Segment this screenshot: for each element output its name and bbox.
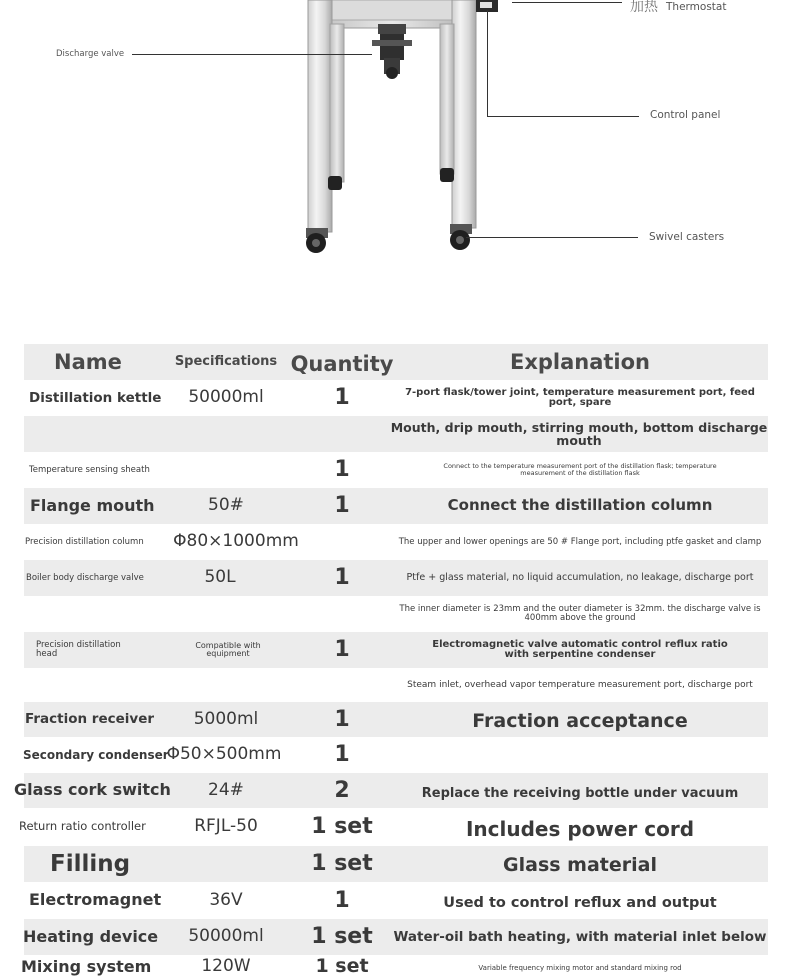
cell-qty xyxy=(292,524,392,560)
cell-spec xyxy=(150,846,302,882)
cell-qty: 1 xyxy=(334,742,350,768)
header-quantity: Quantity xyxy=(290,351,394,376)
cell-spec: 24# xyxy=(208,779,244,800)
table-row xyxy=(14,773,768,808)
cell-qty: 1 set xyxy=(315,955,369,978)
cell-explanation: Mouth, drip mouth, stirring mouth, bottom discharge mouth xyxy=(390,419,768,448)
table-row xyxy=(24,380,768,416)
cell-explanation: The inner diameter is 23mm and the outer diameter is 32mm. the discharge valve is 400mm above the ground xyxy=(399,604,761,623)
control-panel-leader-line xyxy=(487,116,639,117)
cell-explanation: Electromagnetic valve automatic control reflux ratio with serpentine condenser xyxy=(432,638,728,660)
table-row xyxy=(24,846,768,882)
cell-explanation: Ptfe + glass material, no liquid accumulation, no leakage, discharge port xyxy=(406,572,754,584)
cell-name: Secondary condenser xyxy=(23,747,169,762)
header-specifications: Specifications xyxy=(174,354,278,370)
table-row xyxy=(24,882,768,919)
cell-spec: 50# xyxy=(208,495,244,516)
cell-qty: 1 xyxy=(334,565,350,591)
cell-spec: Φ50×500mm xyxy=(166,744,282,765)
discharge-valve-label: Discharge valve xyxy=(56,49,125,59)
cell-name: Precision distillation column xyxy=(25,536,144,547)
cell-spec: 50000ml xyxy=(188,926,264,947)
cell-qty: 1 set xyxy=(311,813,373,839)
table-row xyxy=(19,808,768,845)
table-row xyxy=(21,955,768,979)
swivel-casters-label: Swivel casters xyxy=(649,231,725,243)
thermostat-leader-line xyxy=(512,2,622,3)
cell-spec xyxy=(150,668,302,704)
cell-name: Return ratio controller xyxy=(19,819,146,834)
cell-name: Fraction receiver xyxy=(25,711,155,728)
cell-name: Flange mouth xyxy=(30,495,155,515)
cell-spec: 120W xyxy=(201,956,251,977)
table-row xyxy=(24,737,768,773)
table-row xyxy=(24,596,768,632)
cell-spec: 36V xyxy=(209,889,243,910)
table-row xyxy=(24,488,768,524)
cell-explanation xyxy=(390,737,770,773)
cell-qty: 1 xyxy=(334,457,350,483)
cell-explanation: Fraction acceptance xyxy=(472,709,688,732)
cell-qty: 1 xyxy=(334,887,350,913)
thermostat-chinese-label: 加热 xyxy=(630,0,658,15)
cell-spec: Compatible with equipment xyxy=(195,640,261,658)
cell-qty xyxy=(292,596,392,632)
cell-spec: 50L xyxy=(204,567,236,588)
cell-spec: 50000ml xyxy=(188,387,264,408)
cell-spec xyxy=(150,416,302,452)
cell-qty: 1 set xyxy=(311,924,373,950)
table-row xyxy=(24,632,768,668)
cell-spec xyxy=(150,452,302,488)
cell-explanation: 7-port flask/tower joint, temperature measurement port, feed port, spare xyxy=(405,386,755,408)
table-row xyxy=(24,668,768,704)
table-row xyxy=(24,452,768,488)
cell-name: Distillation kettle xyxy=(29,389,162,406)
cell-name: Boiler body discharge valve xyxy=(26,572,144,583)
cell-qty: 1 xyxy=(334,493,350,519)
cell-qty: 1 xyxy=(334,706,350,732)
table-row xyxy=(24,416,768,452)
swivel-casters-leader-line xyxy=(466,237,638,238)
cell-explanation: Steam inlet, overhead vapor temperature measurement port, discharge port xyxy=(407,680,753,691)
table-row xyxy=(24,919,768,955)
cell-name: Heating device xyxy=(23,926,159,946)
table-row xyxy=(24,702,768,737)
cell-spec: Φ80×1000mm xyxy=(173,531,299,552)
cell-explanation: Used to control reflux and output xyxy=(443,894,717,911)
cell-name: Temperature sensing sheath xyxy=(29,464,150,475)
header-name: Name xyxy=(54,349,122,374)
product-photo xyxy=(0,0,790,300)
table-header-row xyxy=(24,344,768,380)
thermostat-label: Thermostat xyxy=(666,1,727,13)
cell-name: Filling xyxy=(50,850,131,877)
table-row xyxy=(24,560,768,596)
table-row xyxy=(24,524,768,560)
discharge-valve-leader-line xyxy=(132,54,372,55)
cell-explanation: Water-oil bath heating, with material inlet below xyxy=(393,928,767,945)
cell-qty: 1 xyxy=(334,385,350,411)
control-panel-label: Control panel xyxy=(650,109,721,121)
cell-explanation: Connect to the temperature measurement port of the distillation flask; temperature measurement of the distillation flask xyxy=(443,462,717,477)
cell-explanation: Connect the distillation column xyxy=(447,496,713,515)
cell-name: Precision distillation head xyxy=(36,640,121,659)
cell-name: Mixing system xyxy=(21,956,152,976)
cell-qty: 1 set xyxy=(311,851,373,877)
cell-explanation: Glass material xyxy=(503,854,657,877)
cell-qty: 2 xyxy=(334,777,350,803)
cell-explanation: Variable frequency mixing motor and standard mixing rod xyxy=(478,964,682,973)
cell-spec: 5000ml xyxy=(193,708,259,729)
header-explanation: Explanation xyxy=(509,349,651,374)
cell-spec: RFJL-50 xyxy=(194,815,258,836)
cell-qty: 1 xyxy=(334,637,350,663)
distillation-apparatus-frame-image xyxy=(0,0,790,300)
cell-qty xyxy=(292,668,392,704)
cell-name: Glass cork switch xyxy=(14,780,171,800)
cell-qty xyxy=(292,416,392,452)
cell-explanation: Includes power cord xyxy=(465,817,695,841)
control-panel-leader-vertical xyxy=(487,10,488,116)
cell-spec xyxy=(150,596,302,632)
cell-explanation: The upper and lower openings are 50 # Flange port, including ptfe gasket and clamp xyxy=(398,536,762,547)
cell-explanation: Replace the receiving bottle under vacuum xyxy=(421,785,739,801)
cell-name: Electromagnet xyxy=(29,890,162,910)
